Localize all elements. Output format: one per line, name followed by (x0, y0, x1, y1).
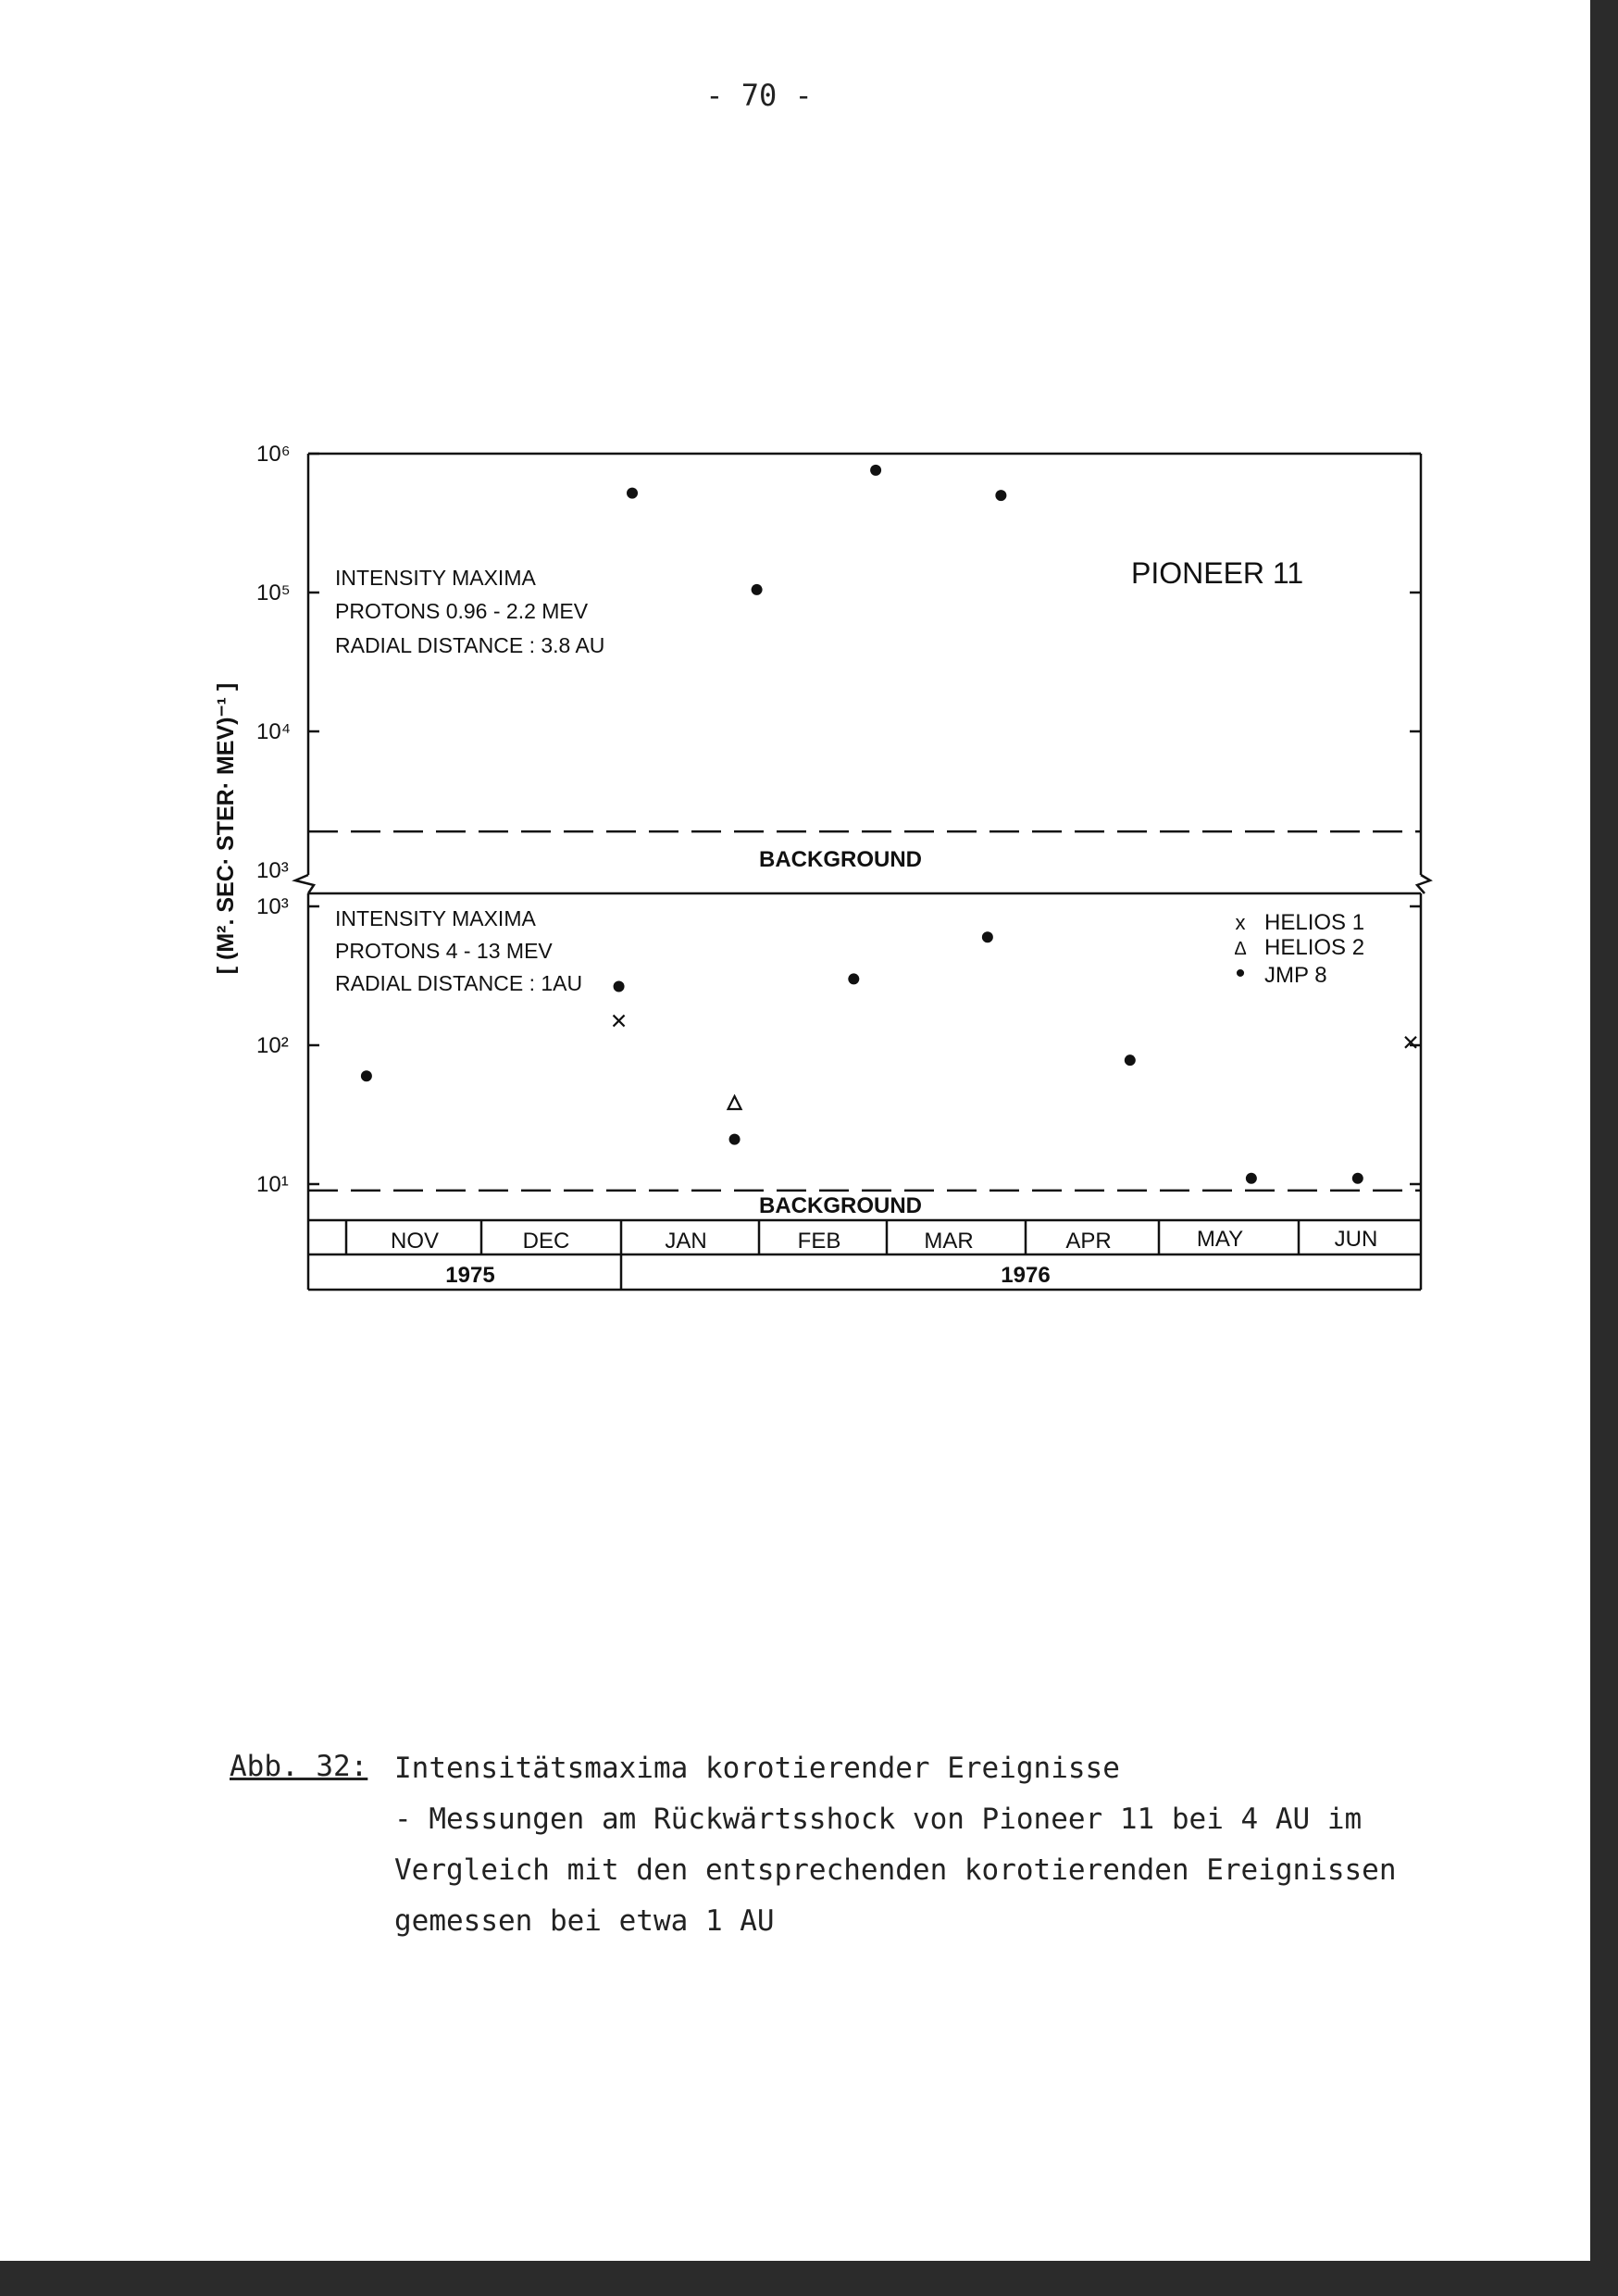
month-label-jun: JUN (1334, 1227, 1378, 1252)
axis-break-left (295, 875, 314, 893)
y-tick-label: 10³ (256, 858, 289, 883)
data-point-dot (995, 490, 1006, 501)
y-tick-label: 10³ (256, 894, 289, 919)
month-row (391, 1227, 1377, 1254)
data-point-dot (627, 488, 638, 499)
data-point-dot (870, 465, 881, 476)
background-lines (308, 831, 1421, 1191)
lower-annotation-line-2: PROTONS 4 - 13 MEV (335, 939, 553, 963)
y-tick-label: 10² (256, 1033, 289, 1058)
data-point-triangle (728, 1096, 741, 1109)
legend-label-jmp-8: JMP 8 (1264, 963, 1327, 988)
month-label-mar: MAR (924, 1229, 974, 1254)
lower-annotation-line-3: RADIAL DISTANCE : 1AU (335, 971, 583, 995)
caption-text (394, 1750, 1431, 1953)
month-label-apr: APR (1065, 1229, 1112, 1254)
month-label-dec: DEC (522, 1229, 570, 1254)
data-point-dot (752, 584, 763, 595)
data-point-dot (982, 931, 993, 942)
lower-annotation-line-1: INTENSITY MAXIMA (335, 906, 536, 930)
data-point-dot (729, 1134, 741, 1145)
caption-label: Abb. 32: (230, 1750, 368, 1783)
data-point-x (614, 1016, 625, 1027)
upper-annotation-line-2: PROTONS 0.96 - 2.2 MEV (335, 599, 589, 623)
legend-symbol-helios-1: x (1235, 911, 1246, 934)
y-axis-ticks (256, 442, 1421, 1197)
data-point-dot (361, 1070, 372, 1081)
legend-label-helios-2: HELIOS 2 (1264, 935, 1365, 960)
lower-background-label: BACKGROUND (759, 1193, 922, 1218)
caption-line: Vergleich mit den entsprechenden korotierenden Ereignissen (394, 1853, 1397, 1887)
caption-line: - Messungen am Rückwärtsshock von Pioneer 11 bei 4 AU im (394, 1803, 1363, 1836)
legend (1234, 910, 1364, 989)
axis-break-right (1417, 875, 1430, 893)
upper-annotation-line-3: RADIAL DISTANCE : 3.8 AU (335, 633, 605, 657)
data-point-dot (614, 981, 625, 992)
legend-symbol-helios-2: Δ (1234, 939, 1247, 959)
month-label-feb: FEB (797, 1229, 841, 1254)
data-point-dot (1125, 1054, 1136, 1066)
page-number: - 70 - (705, 78, 813, 113)
caption-line: gemessen bei etwa 1 AU (394, 1904, 775, 1938)
y-tick-label: 10⁴ (256, 719, 292, 744)
caption-line: Intensitätsmaxima korotierender Ereignisse (394, 1752, 1120, 1785)
upper-background-label: BACKGROUND (759, 847, 922, 872)
y-tick-label: 10⁵ (256, 580, 291, 605)
y-tick-label: 10⁶ (256, 442, 291, 467)
year-row (445, 1263, 1050, 1288)
year-label-1976: 1976 (1001, 1263, 1051, 1288)
y-axis-label: [ (M². SEC· STER· MEV)⁻¹ ] (213, 682, 239, 975)
y-tick-label: 10¹ (256, 1172, 289, 1197)
year-label-1975: 1975 (445, 1263, 495, 1288)
month-label-jan: JAN (665, 1229, 707, 1254)
month-label-may: MAY (1196, 1227, 1244, 1252)
legend-symbol-jmp-8: • (1235, 958, 1246, 989)
legend-label-helios-1: HELIOS 1 (1264, 910, 1365, 935)
upper-annotation-line-1: INTENSITY MAXIMA (335, 566, 536, 590)
data-point-dot (1246, 1173, 1257, 1184)
data-point-dot (1352, 1173, 1363, 1184)
month-label-nov: NOV (390, 1229, 440, 1254)
data-point-dot (848, 973, 859, 984)
pioneer-11-label: PIONEER 11 (1131, 556, 1304, 590)
